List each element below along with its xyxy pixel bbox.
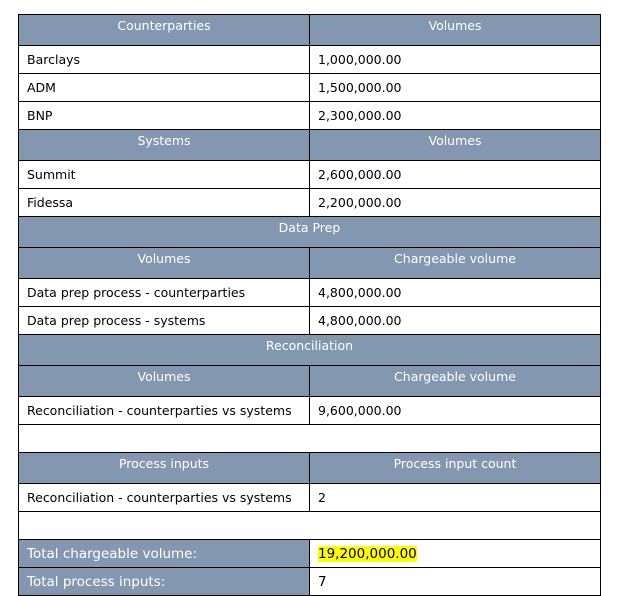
reconciliation-title-row	[19, 335, 601, 366]
volumes-table	[18, 14, 601, 596]
process-inputs-header-row	[19, 453, 601, 484]
systems-volumes-header: Volumes	[310, 130, 601, 161]
data-prep-title-row	[19, 217, 601, 248]
reconciliation-process-volume: 9,600,000.00	[310, 397, 601, 425]
total-chargeable-row	[19, 540, 601, 568]
system-volume: 2,200,000.00	[310, 189, 601, 217]
counterparty-volume: 1,500,000.00	[310, 74, 601, 102]
data-prep-header-row	[19, 248, 601, 279]
reconciliation-title: Reconciliation	[19, 335, 601, 366]
counterparties-header: Counterparties	[19, 15, 310, 46]
total-chargeable-label: Total chargeable volume:	[19, 540, 310, 568]
data-prep-process-volume: 4,800,000.00	[310, 307, 601, 335]
total-chargeable-cell	[310, 540, 601, 568]
counterparty-name: BNP	[19, 102, 310, 130]
data-prep-process-volume: 4,800,000.00	[310, 279, 601, 307]
table-row	[19, 397, 601, 425]
blank-row	[19, 425, 601, 453]
blank-cell	[19, 425, 601, 453]
data-prep-chargeable-header: Chargeable volume	[310, 248, 601, 279]
counterparties-volumes-header: Volumes	[310, 15, 601, 46]
reconciliation-header-row	[19, 366, 601, 397]
total-inputs-value: 7	[310, 568, 601, 596]
total-chargeable-value: 19,200,000.00	[318, 545, 417, 562]
counterparties-header-row	[19, 15, 601, 46]
systems-header-row	[19, 130, 601, 161]
system-name: Summit	[19, 161, 310, 189]
systems-header: Systems	[19, 130, 310, 161]
system-name: Fidessa	[19, 189, 310, 217]
process-input-count: 2	[310, 484, 601, 512]
counterparty-volume: 1,000,000.00	[310, 46, 601, 74]
table-row	[19, 102, 601, 130]
process-input-count-header: Process input count	[310, 453, 601, 484]
data-prep-process-name: Data prep process - counterparties	[19, 279, 310, 307]
data-prep-title: Data Prep	[19, 217, 601, 248]
table-row	[19, 279, 601, 307]
counterparty-name: ADM	[19, 74, 310, 102]
system-volume: 2,600,000.00	[310, 161, 601, 189]
reconciliation-chargeable-header: Chargeable volume	[310, 366, 601, 397]
counterparty-name: Barclays	[19, 46, 310, 74]
table-row	[19, 307, 601, 335]
data-prep-process-name: Data prep process - systems	[19, 307, 310, 335]
table-row	[19, 74, 601, 102]
total-inputs-row	[19, 568, 601, 596]
table-row	[19, 189, 601, 217]
reconciliation-volumes-header: Volumes	[19, 366, 310, 397]
counterparty-volume: 2,300,000.00	[310, 102, 601, 130]
data-prep-volumes-header: Volumes	[19, 248, 310, 279]
table-row	[19, 46, 601, 74]
blank-cell	[19, 512, 601, 540]
process-inputs-header: Process inputs	[19, 453, 310, 484]
table-row	[19, 161, 601, 189]
total-inputs-label: Total process inputs:	[19, 568, 310, 596]
blank-row	[19, 512, 601, 540]
process-input-name: Reconciliation - counterparties vs systems	[19, 484, 310, 512]
table-row	[19, 484, 601, 512]
reconciliation-process-name: Reconciliation - counterparties vs systems	[19, 397, 310, 425]
